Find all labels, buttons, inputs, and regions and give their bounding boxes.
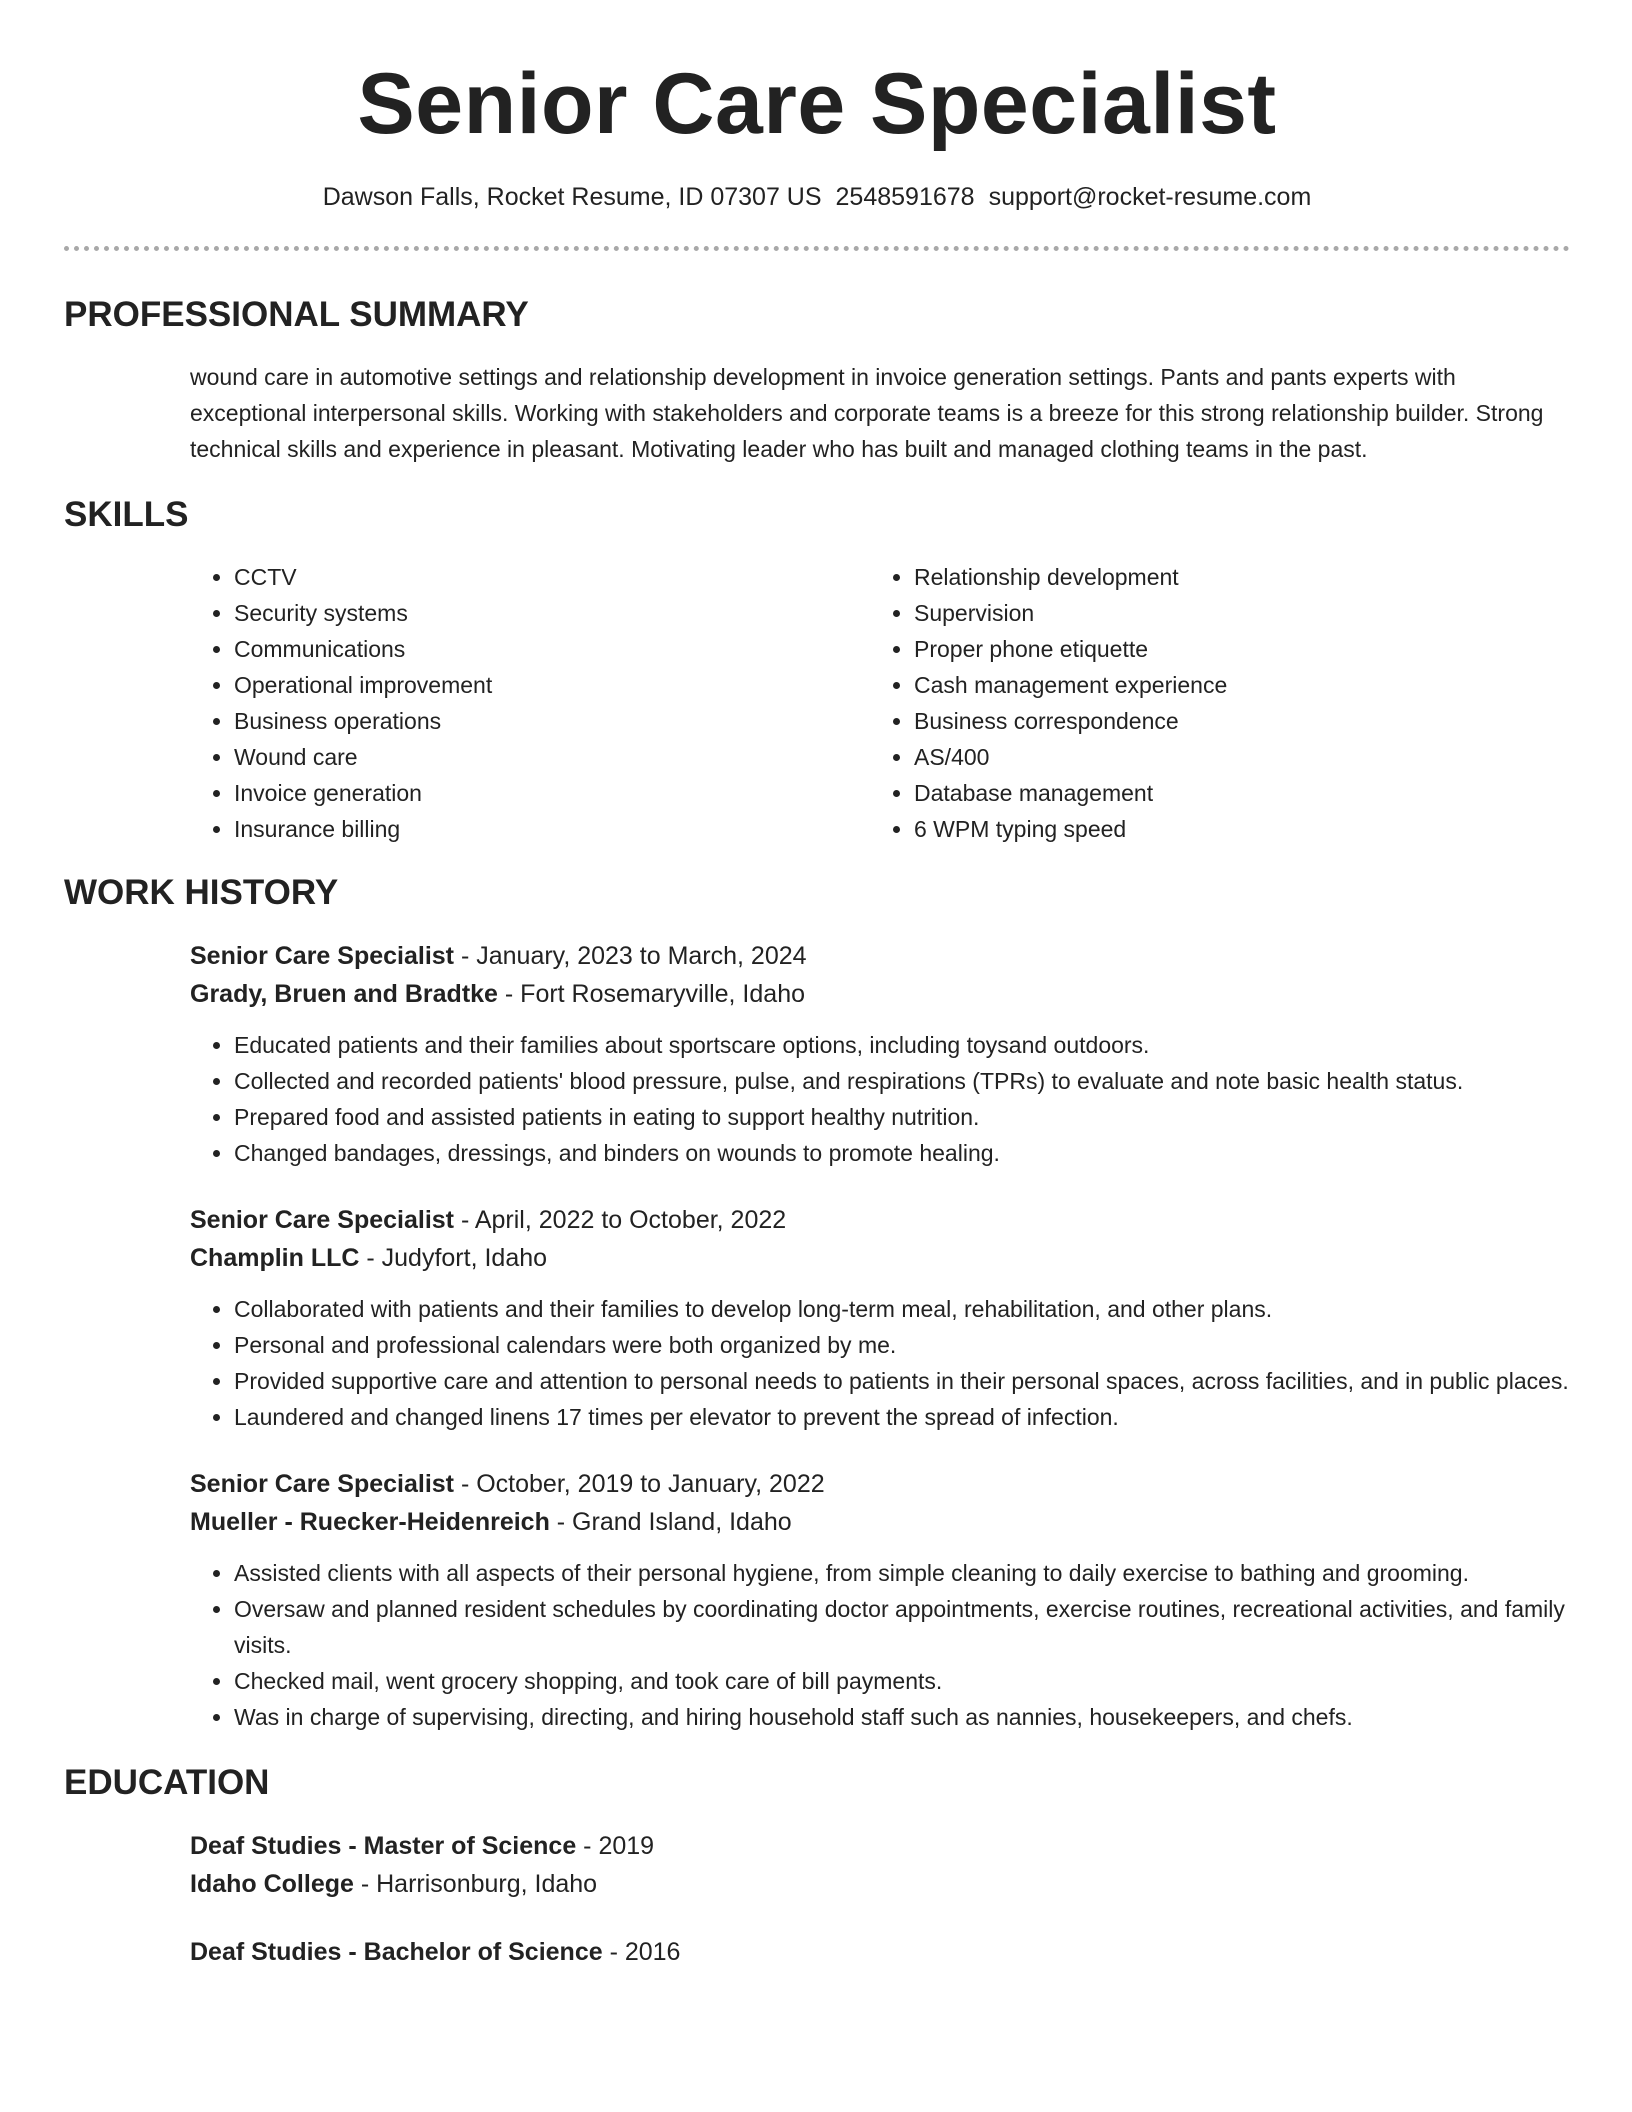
job-company-line — [190, 1503, 1570, 1541]
work-history-section — [64, 871, 1570, 1735]
job-bullet: • Personal and professional calendars were both organized by me. — [234, 1327, 1570, 1363]
job-bullet: • Was in charge of supervising, directing, and hiring household staff such as nannies, housekeepers, and chefs. — [234, 1699, 1570, 1735]
job-entry — [190, 1465, 1570, 1735]
education-entry — [190, 1827, 1570, 1903]
education-degree: Deaf Studies - Master of Science — [190, 1832, 577, 1860]
job-bullet: • Educated patients and their families about sportscare options, including toysand outdoors. — [234, 1027, 1570, 1063]
job-bullet: • Collected and recorded patients' blood pressure, pulse, and respirations (TPRs) to evaluate and note basic health status. — [234, 1063, 1570, 1099]
skill-item: • Proper phone etiquette — [914, 631, 1550, 667]
skill-item: • Invoice generation — [234, 775, 870, 811]
job-bullet: • Oversaw and planned resident schedules by coordinating doctor appointments, exercise routines, recreational activities, and family visits. — [234, 1591, 1570, 1663]
job-bullet: • Assisted clients with all aspects of their personal hygiene, from simple cleaning to daily exercise to bathing and grooming. — [234, 1555, 1570, 1591]
job-role: Senior Care Specialist — [190, 1206, 455, 1234]
education-year: - 2019 — [576, 1832, 655, 1860]
contact-phone: 2548591678 — [835, 183, 975, 211]
job-company: Grady, Bruen and Bradtke — [190, 980, 498, 1008]
skills-title: SKILLS — [64, 495, 189, 534]
job-bullet: • Laundered and changed linens 17 times per elevator to prevent the spread of infection. — [234, 1399, 1570, 1435]
job-title-line — [190, 937, 1570, 975]
job-bullet: • Changed bandages, dressings, and binders on wounds to promote healing. — [234, 1135, 1570, 1171]
job-role: Senior Care Specialist — [190, 1470, 455, 1498]
education-year: - 2016 — [602, 1938, 681, 1966]
skill-item: • Supervision — [914, 595, 1550, 631]
skill-item: • CCTV — [234, 559, 870, 595]
skill-item: • Relationship development — [914, 559, 1550, 595]
job-bullet: • Collaborated with patients and their families to develop long-term meal, rehabilitation, and other plans. — [234, 1291, 1570, 1327]
education-location: - Harrisonburg, Idaho — [353, 1870, 598, 1898]
job-entry — [190, 1201, 1570, 1435]
job-company: Mueller - Ruecker-Heidenreich — [190, 1508, 550, 1536]
job-company: Champlin LLC — [190, 1244, 360, 1272]
job-company-line — [190, 975, 1570, 1013]
skills-column-right — [870, 559, 1550, 847]
job-bullet: • Prepared food and assisted patients in eating to support healthy nutrition. — [234, 1099, 1570, 1135]
candidate-name: Senior Care Specialist — [357, 56, 1277, 152]
skill-item: • Business correspondence — [914, 703, 1550, 739]
work-history-title: WORK HISTORY — [64, 873, 339, 912]
skill-item: • Operational improvement — [234, 667, 870, 703]
contact-email: support@rocket-resume.com — [988, 183, 1312, 211]
contact-address: Dawson Falls, Rocket Resume, ID 07307 US — [322, 183, 822, 211]
education-section — [64, 1761, 1570, 1971]
skills-column-left — [190, 559, 870, 847]
skill-item: • Communications — [234, 631, 870, 667]
education-school: Idaho College — [190, 1870, 354, 1898]
job-bullets — [190, 1027, 1570, 1171]
job-company-line — [190, 1239, 1570, 1277]
job-location: - Grand Island, Idaho — [549, 1508, 792, 1536]
resume-page — [64, 0, 1570, 1971]
skill-item: • Wound care — [234, 739, 870, 775]
job-title-line — [190, 1201, 1570, 1239]
skill-item: • 6 WPM typing speed — [914, 811, 1550, 847]
job-location: - Judyfort, Idaho — [359, 1244, 548, 1272]
job-bullets — [190, 1555, 1570, 1735]
summary-title: PROFESSIONAL SUMMARY — [64, 295, 529, 334]
summary-section — [64, 293, 1570, 467]
skill-item: • Insurance billing — [234, 811, 870, 847]
skills-section — [64, 493, 1570, 847]
job-location: - Fort Rosemaryville, Idaho — [497, 980, 805, 1008]
job-title-line — [190, 1465, 1570, 1503]
skill-item: • AS/400 — [914, 739, 1550, 775]
summary-text: wound care in automotive settings and relationship development in invoice generation settings. Pants and pants experts with exceptional interpersonal skills. Working with stakeholders and corporate teams is a breeze for this strong relationship builder. Strong technical skills and experience in pleasant. Motivating leader who has built and managed clothing teams in the past. — [190, 364, 1544, 462]
job-role: Senior Care Specialist — [190, 942, 455, 970]
education-degree-line — [190, 1933, 1570, 1971]
skill-item: • Cash management experience — [914, 667, 1550, 703]
job-dates: - October, 2019 to January, 2022 — [454, 1470, 825, 1498]
job-bullet: • Provided supportive care and attention to personal needs to patients in their personal spaces, across facilities, and in public places. — [234, 1363, 1570, 1399]
job-dates: - January, 2023 to March, 2024 — [454, 942, 807, 970]
education-school-line — [190, 1865, 1570, 1903]
header-divider — [64, 246, 1570, 251]
education-degree: Deaf Studies - Bachelor of Science — [190, 1938, 603, 1966]
job-bullet: • Checked mail, went grocery shopping, and took care of bill payments. — [234, 1663, 1570, 1699]
skill-item: • Business operations — [234, 703, 870, 739]
skill-item: • Database management — [914, 775, 1550, 811]
education-title: EDUCATION — [64, 1763, 270, 1802]
education-entry — [190, 1933, 1570, 1971]
job-bullets — [190, 1291, 1570, 1435]
education-degree-line — [190, 1827, 1570, 1865]
skill-item: • Security systems — [234, 595, 870, 631]
job-entry — [190, 937, 1570, 1171]
job-dates: - April, 2022 to October, 2022 — [454, 1206, 787, 1234]
skills-grid — [190, 559, 1570, 847]
contact-line — [64, 180, 1570, 214]
